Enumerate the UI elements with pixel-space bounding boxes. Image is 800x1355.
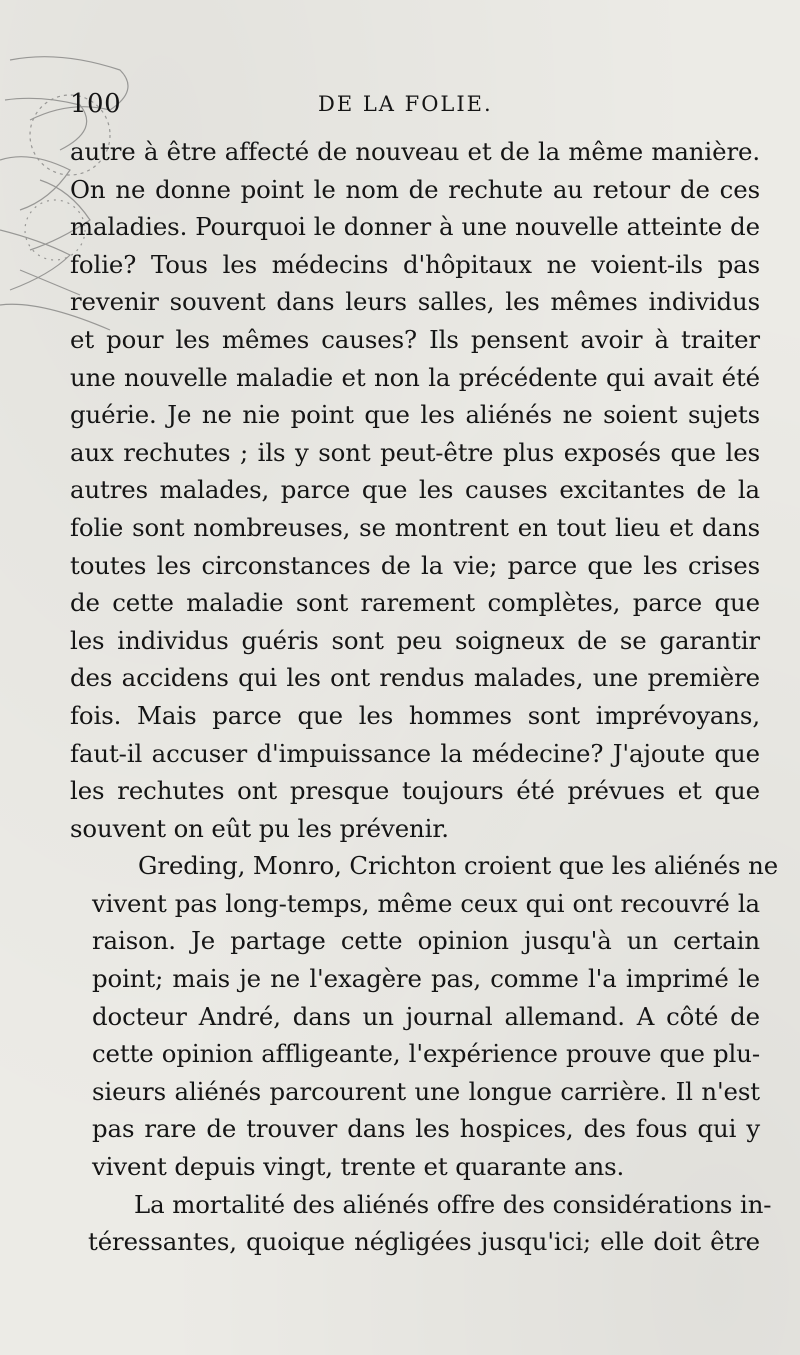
text-line: fois. Mais parce que les hommes sont imprévoyans, [70, 700, 760, 730]
text-line: téressantes, quoique négligées jusqu'ici; elle doit être [88, 1227, 760, 1257]
text-line: faut-il accuser d'impuissance la médecine? J'ajoute que [70, 738, 760, 768]
text-line: folie? Tous les médecins d'hôpitaux ne voient-ils pas [70, 249, 760, 279]
text-line: vivent depuis vingt, trente et quarante ans. [92, 1152, 625, 1182]
text-line: et pour les mêmes causes? Ils pensent avoir à traiter [70, 324, 760, 354]
page-number: 100 [70, 89, 122, 119]
text-line: maladies. Pourquoi le donner à une nouvelle atteinte de [70, 212, 760, 242]
text-line: souvent on eût pu les prévenir. [70, 813, 449, 843]
text-line: folie sont nombreuses, se montrent en tout lieu et dans [70, 512, 760, 542]
text-line: toutes les circonstances de la vie; parce que les crises [70, 550, 760, 580]
text-line: les individus guéris sont peu soigneux de se garantir [70, 625, 760, 655]
text-line: Greding, Monro, Crichton croient que les aliénés ne [138, 851, 779, 881]
body-text [70, 133, 779, 1261]
text-line: cette opinion affligeante, l'expérience prouve que plu- [92, 1039, 760, 1069]
paragraph-3 [88, 1186, 772, 1261]
text-line: des accidens qui les ont rendus malades, une première [70, 663, 760, 693]
text-line: docteur André, dans un journal allemand. A côté de [92, 1001, 760, 1031]
text-line: guérie. Je ne nie point que les aliénés ne soient sujets [70, 400, 760, 430]
page-header [70, 86, 760, 122]
text-line: point; mais je ne l'exagère pas, comme l'a imprimé le [92, 964, 760, 994]
text-line: les rechutes ont presque toujours été prévues et que [70, 776, 760, 806]
text-line: vivent pas long-temps, même ceux qui ont recouvré la [92, 888, 760, 918]
text-line: revenir souvent dans leurs salles, les mêmes individus [70, 287, 760, 317]
text-line: On ne donne point le nom de rechute au retour de ces [70, 174, 760, 204]
text-line: aux rechutes ; ils y sont peut-être plus exposés que les [70, 437, 760, 467]
text-line: une nouvelle maladie et non la précédente qui avait été [70, 362, 760, 392]
text-line: pas rare de trouver dans les hospices, des fous qui y [92, 1114, 760, 1144]
paragraph-1 [70, 133, 760, 847]
text-line: raison. Je partage cette opinion jusqu'à un certain [92, 926, 760, 956]
paragraph-2 [92, 847, 779, 1185]
text-line: La mortalité des aliénés offre des considérations in- [134, 1189, 772, 1219]
text-line: sieurs aliénés parcourent une longue carrière. Il n'est [92, 1076, 760, 1106]
running-head: DE LA FOLIE. [318, 92, 493, 116]
text-line: de cette maladie sont rarement complètes, parce que [70, 588, 760, 618]
text-line: autre à être affecté de nouveau et de la même manière. [70, 137, 760, 166]
text-line: autres malades, parce que les causes excitantes de la [70, 475, 760, 505]
